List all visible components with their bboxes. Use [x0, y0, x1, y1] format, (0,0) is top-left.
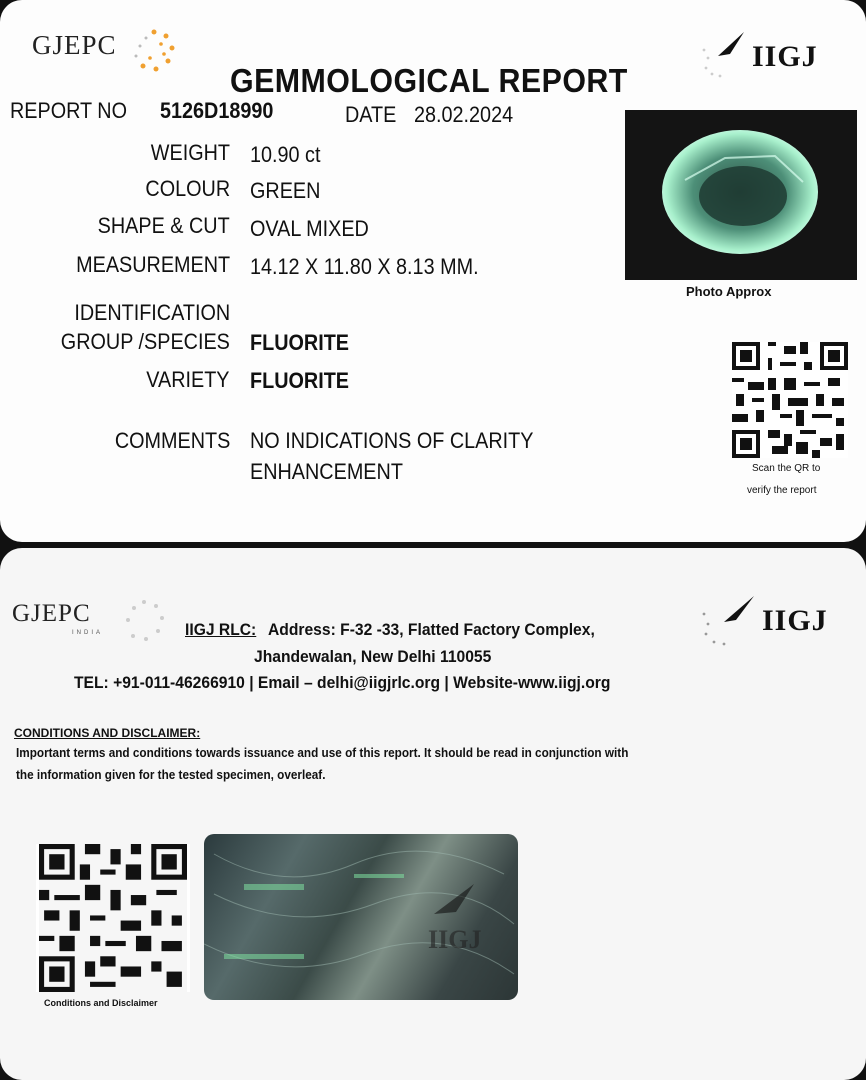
photo-caption: Photo Approx [686, 284, 772, 299]
colour-label: COLOUR [145, 176, 230, 201]
variety-value: FLUORITE [250, 368, 349, 393]
conditions-line2: the information given for the tested specimen, overleaf. [16, 768, 326, 782]
measurement-value: 14.12 X 11.80 X 8.13 MM. [250, 254, 479, 279]
iigj-emblem-icon [700, 28, 750, 80]
identification-label: IDENTIFICATION [74, 300, 230, 325]
contact-line: TEL: +91-011-46266910 | Email – delhi@iigjrlc.org | Website-www.iigj.org [74, 673, 611, 692]
measurement-label: MEASUREMENT [75, 252, 230, 277]
conditions-heading: CONDITIONS AND DISCLAIMER: [14, 726, 201, 740]
qr-caption-line1: Scan the QR to [752, 463, 821, 474]
conditions-line1: Important terms and conditions towards issuance and use of this report. It should be read in conjunction with [16, 746, 629, 760]
gem-oval-image [625, 110, 857, 280]
hologram-seal [204, 834, 518, 1000]
report-back-card [0, 548, 866, 1080]
shape-cut-label: SHAPE & CUT [97, 213, 230, 238]
hologram-pattern-icon [204, 834, 518, 1000]
address-line1: Address: F-32 -33, Flatted Factory Complex, [268, 620, 595, 639]
back-iigj-logo: IIGJ [762, 604, 828, 637]
back-iigj-emblem-icon [700, 592, 760, 648]
date-label: DATE [345, 102, 397, 127]
qr-caption-line2: verify the report [747, 485, 817, 496]
report-no-value: 5126D18990 [160, 98, 274, 123]
colour-value: GREEN [250, 178, 321, 203]
conditions-qr-code[interactable] [36, 844, 190, 992]
svg-text:IIGJ: IIGJ [428, 925, 482, 954]
back-gjepc-logo: GJEPC [12, 600, 91, 627]
report-no-label: REPORT NO [10, 98, 127, 123]
weight-value: 10.90 ct [250, 142, 321, 167]
comments-line2: ENHANCEMENT [250, 459, 403, 484]
group-species-value: FLUORITE [250, 330, 349, 355]
comments-label: COMMENTS [114, 428, 230, 453]
date-value: 28.02.2024 [414, 102, 514, 127]
back-gjepc-sunburst-icon [118, 596, 170, 646]
report-title: GEMMOLOGICAL REPORT [230, 62, 628, 99]
address-line2: Jhandewalan, New Delhi 110055 [254, 647, 492, 666]
address-label: IIGJ RLC: [185, 620, 257, 639]
back-gjepc-india: INDIA [72, 630, 104, 636]
group-species-label: GROUP /SPECIES [60, 329, 230, 354]
weight-label: WEIGHT [150, 140, 230, 165]
variety-label: VARIETY [146, 367, 230, 392]
verify-qr-code[interactable] [732, 342, 848, 458]
gem-photo [625, 110, 857, 280]
iigj-logo: IIGJ [752, 40, 818, 73]
gjepc-logo: GJEPC [32, 30, 117, 60]
comments-line1: NO INDICATIONS OF CLARITY [250, 428, 534, 453]
gjepc-sunburst-icon [128, 26, 180, 76]
back-qr-caption: Conditions and Disclaimer [44, 998, 158, 1008]
shape-cut-value: OVAL MIXED [250, 216, 369, 241]
